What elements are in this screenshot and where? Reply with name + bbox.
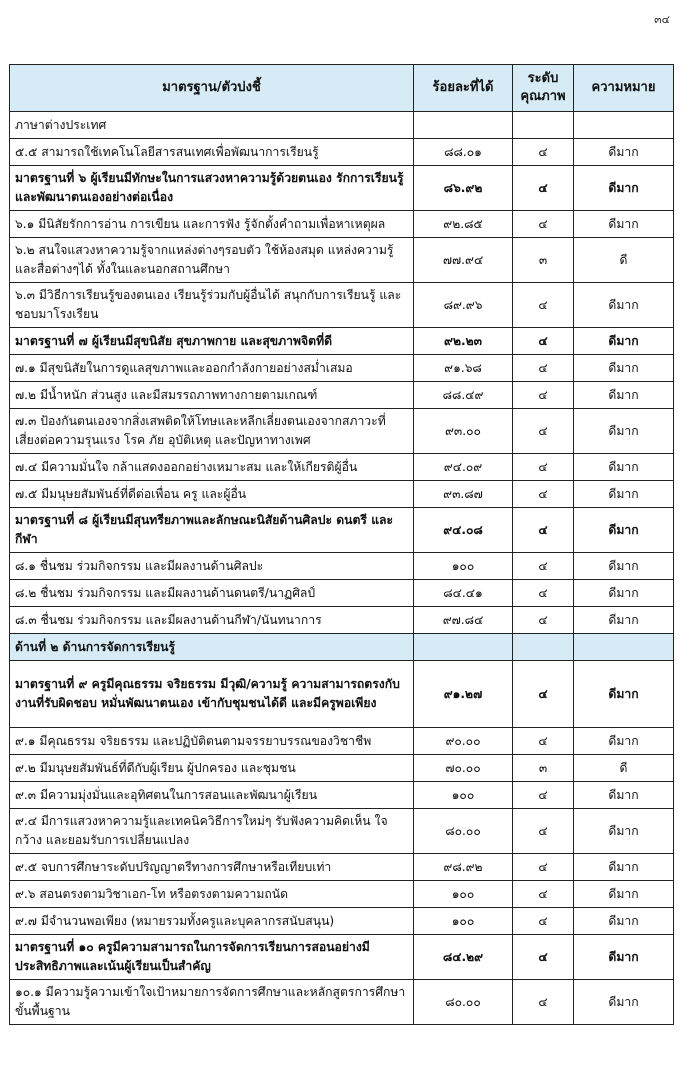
cell-meaning: ดีมาก [574,809,674,854]
table-body [10,112,674,1025]
indicator-row [10,854,674,881]
cell-standard: ด้านที่ ๒ ด้านการจัดการเรียนรู้ [10,634,414,661]
cell-percent: ๑๐๐ [414,782,513,809]
cell-standard: ๕.๕ สามารถใช้เทคโนโลยีสารสนเทศเพื่อพัฒนาการเรียนรู้ [10,139,414,166]
cell-percent: ๙๒.๒๓ [414,328,513,355]
cell-percent: ๘๐.๐๐ [414,809,513,854]
cell-percent: ๘๘.๔๙ [414,382,513,409]
header-meaning: ความหมาย [574,65,674,112]
header-level: ระดับคุณภาพ [513,65,574,112]
cell-level [513,112,574,139]
cell-level: ๔ [513,854,574,881]
indicator-row [10,607,674,634]
standard-row [10,166,674,211]
cell-meaning: ดีมาก [574,980,674,1025]
cell-standard: ๙.๒ มีมนุษยสัมพันธ์ที่ดีกับผู้เรียน ผู้ปกครอง และชุมชน [10,755,414,782]
cell-percent: ๙๗.๘๔ [414,607,513,634]
cell-percent: ๘๔.๔๑ [414,580,513,607]
cell-meaning: ดีมาก [574,409,674,454]
cell-level: ๔ [513,809,574,854]
cell-meaning: ดีมาก [574,661,674,728]
cell-standard: ภาษาต่างประเทศ [10,112,414,139]
cell-meaning: ดีมาก [574,854,674,881]
cell-level: ๔ [513,908,574,935]
indicator-row [10,454,674,481]
cell-percent: ๑๐๐ [414,881,513,908]
header-standard: มาตรฐาน/ตัวบ่งชี้ [10,65,414,112]
cell-meaning: ดีมาก [574,935,674,980]
indicator-row [10,355,674,382]
cell-meaning: ดีมาก [574,454,674,481]
cell-percent [414,634,513,661]
cell-meaning: ดีมาก [574,328,674,355]
cell-standard: ๗.๒ มีน้ำหนัก ส่วนสูง และมีสมรรถภาพทางกายตามเกณฑ์ [10,382,414,409]
cell-standard: ๙.๓ มีความมุ่งมั่นและอุทิศตนในการสอนและพัฒนาผู้เรียน [10,782,414,809]
cell-percent [414,112,513,139]
cell-percent: ๑๐๐ [414,553,513,580]
cell-meaning: ดีมาก [574,580,674,607]
cell-level: ๔ [513,980,574,1025]
indicator-row [10,755,674,782]
cell-level: ๓ [513,755,574,782]
cell-meaning [574,112,674,139]
cell-percent: ๙๓.๐๐ [414,409,513,454]
indicator-row [10,580,674,607]
cell-standard: มาตรฐานที่ ๘ ผู้เรียนมีสุนทรียภาพและลักษณะนิสัยด้านศิลปะ ดนตรี และกีฬา [10,508,414,553]
cell-level: ๔ [513,283,574,328]
cell-meaning: ดีมาก [574,481,674,508]
indicator-row [10,809,674,854]
indicator-row [10,139,674,166]
cell-meaning: ดีมาก [574,355,674,382]
cell-level [513,634,574,661]
cell-level: ๔ [513,508,574,553]
cell-percent: ๙๘.๙๒ [414,854,513,881]
cell-level: ๔ [513,139,574,166]
cell-percent: ๗๗.๙๔ [414,238,513,283]
indicator-row [10,238,674,283]
cell-meaning: ดี [574,238,674,283]
cell-standard: ๗.๑ มีสุขนิสัยในการดูแลสุขภาพและออกกำลังกายอย่างสม่ำเสมอ [10,355,414,382]
cell-level: ๔ [513,728,574,755]
cell-level: ๓ [513,238,574,283]
cell-level: ๔ [513,782,574,809]
cell-meaning: ดี [574,755,674,782]
cell-percent: ๙๑.๒๗ [414,661,513,728]
indicator-row [10,211,674,238]
indicator-row [10,881,674,908]
indicator-row [10,409,674,454]
cell-percent: ๙๒.๘๕ [414,211,513,238]
cell-meaning: ดีมาก [574,607,674,634]
indicator-row [10,481,674,508]
section-row [10,634,674,661]
header-percent: ร้อยละที่ได้ [414,65,513,112]
cell-meaning: ดีมาก [574,508,674,553]
cell-percent: ๘๙.๙๖ [414,283,513,328]
cell-meaning: ดีมาก [574,139,674,166]
cell-percent: ๘๘.๐๑ [414,139,513,166]
cell-standard: ๘.๓ ชื่นชม ร่วมกิจกรรม และมีผลงานด้านกีฬา/นันทนาการ [10,607,414,634]
cell-percent: ๙๓.๘๗ [414,481,513,508]
cell-standard: ๙.๗ มีจำนวนพอเพียง (หมายรวมทั้งครูและบุคลากรสนับสนุน) [10,908,414,935]
cell-percent: ๗๐.๐๐ [414,755,513,782]
cell-standard: ๙.๔ มีการแสวงหาความรู้และเทคนิควิธีการใหม่ๆ รับฟังความคิดเห็น ใจกว้าง และยอมรับการเปลี่ยนแปลง [10,809,414,854]
indicator-row [10,112,674,139]
cell-level: ๔ [513,409,574,454]
cell-standard: ๑๐.๑ มีความรู้ความเข้าใจเป้าหมายการจัดการศึกษาและหลักสูตรการศึกษาขั้นพื้นฐาน [10,980,414,1025]
cell-level: ๔ [513,553,574,580]
cell-meaning: ดีมาก [574,166,674,211]
cell-percent: ๑๐๐ [414,908,513,935]
cell-level: ๔ [513,580,574,607]
indicator-row [10,782,674,809]
cell-percent: ๙๐.๐๐ [414,728,513,755]
cell-level: ๔ [513,607,574,634]
standard-row [10,935,674,980]
cell-meaning: ดีมาก [574,211,674,238]
cell-level: ๔ [513,166,574,211]
cell-meaning: ดีมาก [574,283,674,328]
cell-standard: มาตรฐานที่ ๑๐ ครูมีความสามารถในการจัดการเรียนการสอนอย่างมีประสิทธิภาพและเน้นผู้เรียนเป็นสำคัญ [10,935,414,980]
cell-standard: ๙.๕ จบการศึกษาระดับปริญญาตรีทางการศึกษาหรือเทียบเท่า [10,854,414,881]
cell-percent: ๘๖.๙๒ [414,166,513,211]
standard-row [10,328,674,355]
cell-level: ๔ [513,382,574,409]
table-header-row [10,65,674,112]
cell-level: ๔ [513,211,574,238]
indicator-row [10,382,674,409]
cell-meaning: ดีมาก [574,782,674,809]
cell-standard: ๖.๓ มีวิธีการเรียนรู้ของตนเอง เรียนรู้ร่วมกับผู้อื่นได้ สนุกกับการเรียนรู้ และชอบมาโรงเรียน [10,283,414,328]
cell-level: ๔ [513,481,574,508]
cell-meaning: ดีมาก [574,728,674,755]
cell-standard: มาตรฐานที่ ๙ ครูมีคุณธรรม จริยธรรม มีวุฒิ/ความรู้ ความสามารถตรงกับงานที่รับผิดชอบ หมั่นพัฒนาตนเอง เข้ากับชุมชนได้ดี และมีครูพอเพียง [10,661,414,728]
cell-level: ๔ [513,661,574,728]
cell-percent: ๙๔.๐๙ [414,454,513,481]
cell-percent: ๘๔.๒๙ [414,935,513,980]
cell-standard: ๖.๑ มีนิสัยรักการอ่าน การเขียน และการฟัง รู้จักตั้งคำถามเพื่อหาเหตุผล [10,211,414,238]
indicator-row [10,980,674,1025]
cell-standard: ๗.๔ มีความมั่นใจ กล้าแสดงออกอย่างเหมาะสม และให้เกียรติผู้อื่น [10,454,414,481]
page-number: ๓๔ [654,13,670,26]
cell-standard: ๘.๑ ชื่นชม ร่วมกิจกรรม และมีผลงานด้านศิลปะ [10,553,414,580]
cell-percent: ๙๔.๐๘ [414,508,513,553]
cell-level: ๔ [513,355,574,382]
cell-level: ๔ [513,454,574,481]
cell-standard: มาตรฐานที่ ๖ ผู้เรียนมีทักษะในการแสวงหาความรู้ด้วยตนเอง รักการเรียนรู้ และพัฒนาตนเองอย่างต่อเนื่อง [10,166,414,211]
cell-percent: ๘๐.๐๐ [414,980,513,1025]
indicator-row [10,553,674,580]
standard-row [10,508,674,553]
standards-table [9,64,674,1025]
cell-standard: ๙.๑ มีคุณธรรม จริยธรรม และปฏิบัติตนตามจรรยาบรรณของวิชาชีพ [10,728,414,755]
cell-standard: ๖.๒ สนใจแสวงหาความรู้จากแหล่งต่างๆรอบตัว ใช้ห้องสมุด แหล่งความรู้ และสื่อต่างๆได้ ทั้งในและนอกสถานศึกษา [10,238,414,283]
cell-standard: ๙.๖ สอนตรงตามวิชาเอก-โท หรือตรงตามความถนัด [10,881,414,908]
cell-level: ๔ [513,935,574,980]
indicator-row [10,908,674,935]
cell-meaning: ดีมาก [574,553,674,580]
cell-standard: มาตรฐานที่ ๗ ผู้เรียนมีสุขนิสัย สุขภาพกาย และสุขภาพจิตที่ดี [10,328,414,355]
cell-meaning: ดีมาก [574,908,674,935]
cell-level: ๔ [513,328,574,355]
standard-row [10,661,674,728]
cell-standard: ๗.๓ ป้องกันตนเองจากสิ่งเสพติดให้โทษและหลีกเลี่ยงตนเองจากสภาวะที่เสี่ยงต่อความรุนแรง โรค ภัย อุบัติเหตุ และปัญหาทางเพศ [10,409,414,454]
cell-standard: ๗.๕ มีมนุษยสัมพันธ์ที่ดีต่อเพื่อน ครู และผู้อื่น [10,481,414,508]
indicator-row [10,728,674,755]
cell-level: ๔ [513,881,574,908]
cell-meaning [574,634,674,661]
cell-percent: ๙๑.๖๘ [414,355,513,382]
indicator-row [10,283,674,328]
cell-meaning: ดีมาก [574,382,674,409]
cell-standard: ๘.๒ ชื่นชม ร่วมกิจกรรม และมีผลงานด้านดนตรี/นาฏศิลป์ [10,580,414,607]
cell-meaning: ดีมาก [574,881,674,908]
